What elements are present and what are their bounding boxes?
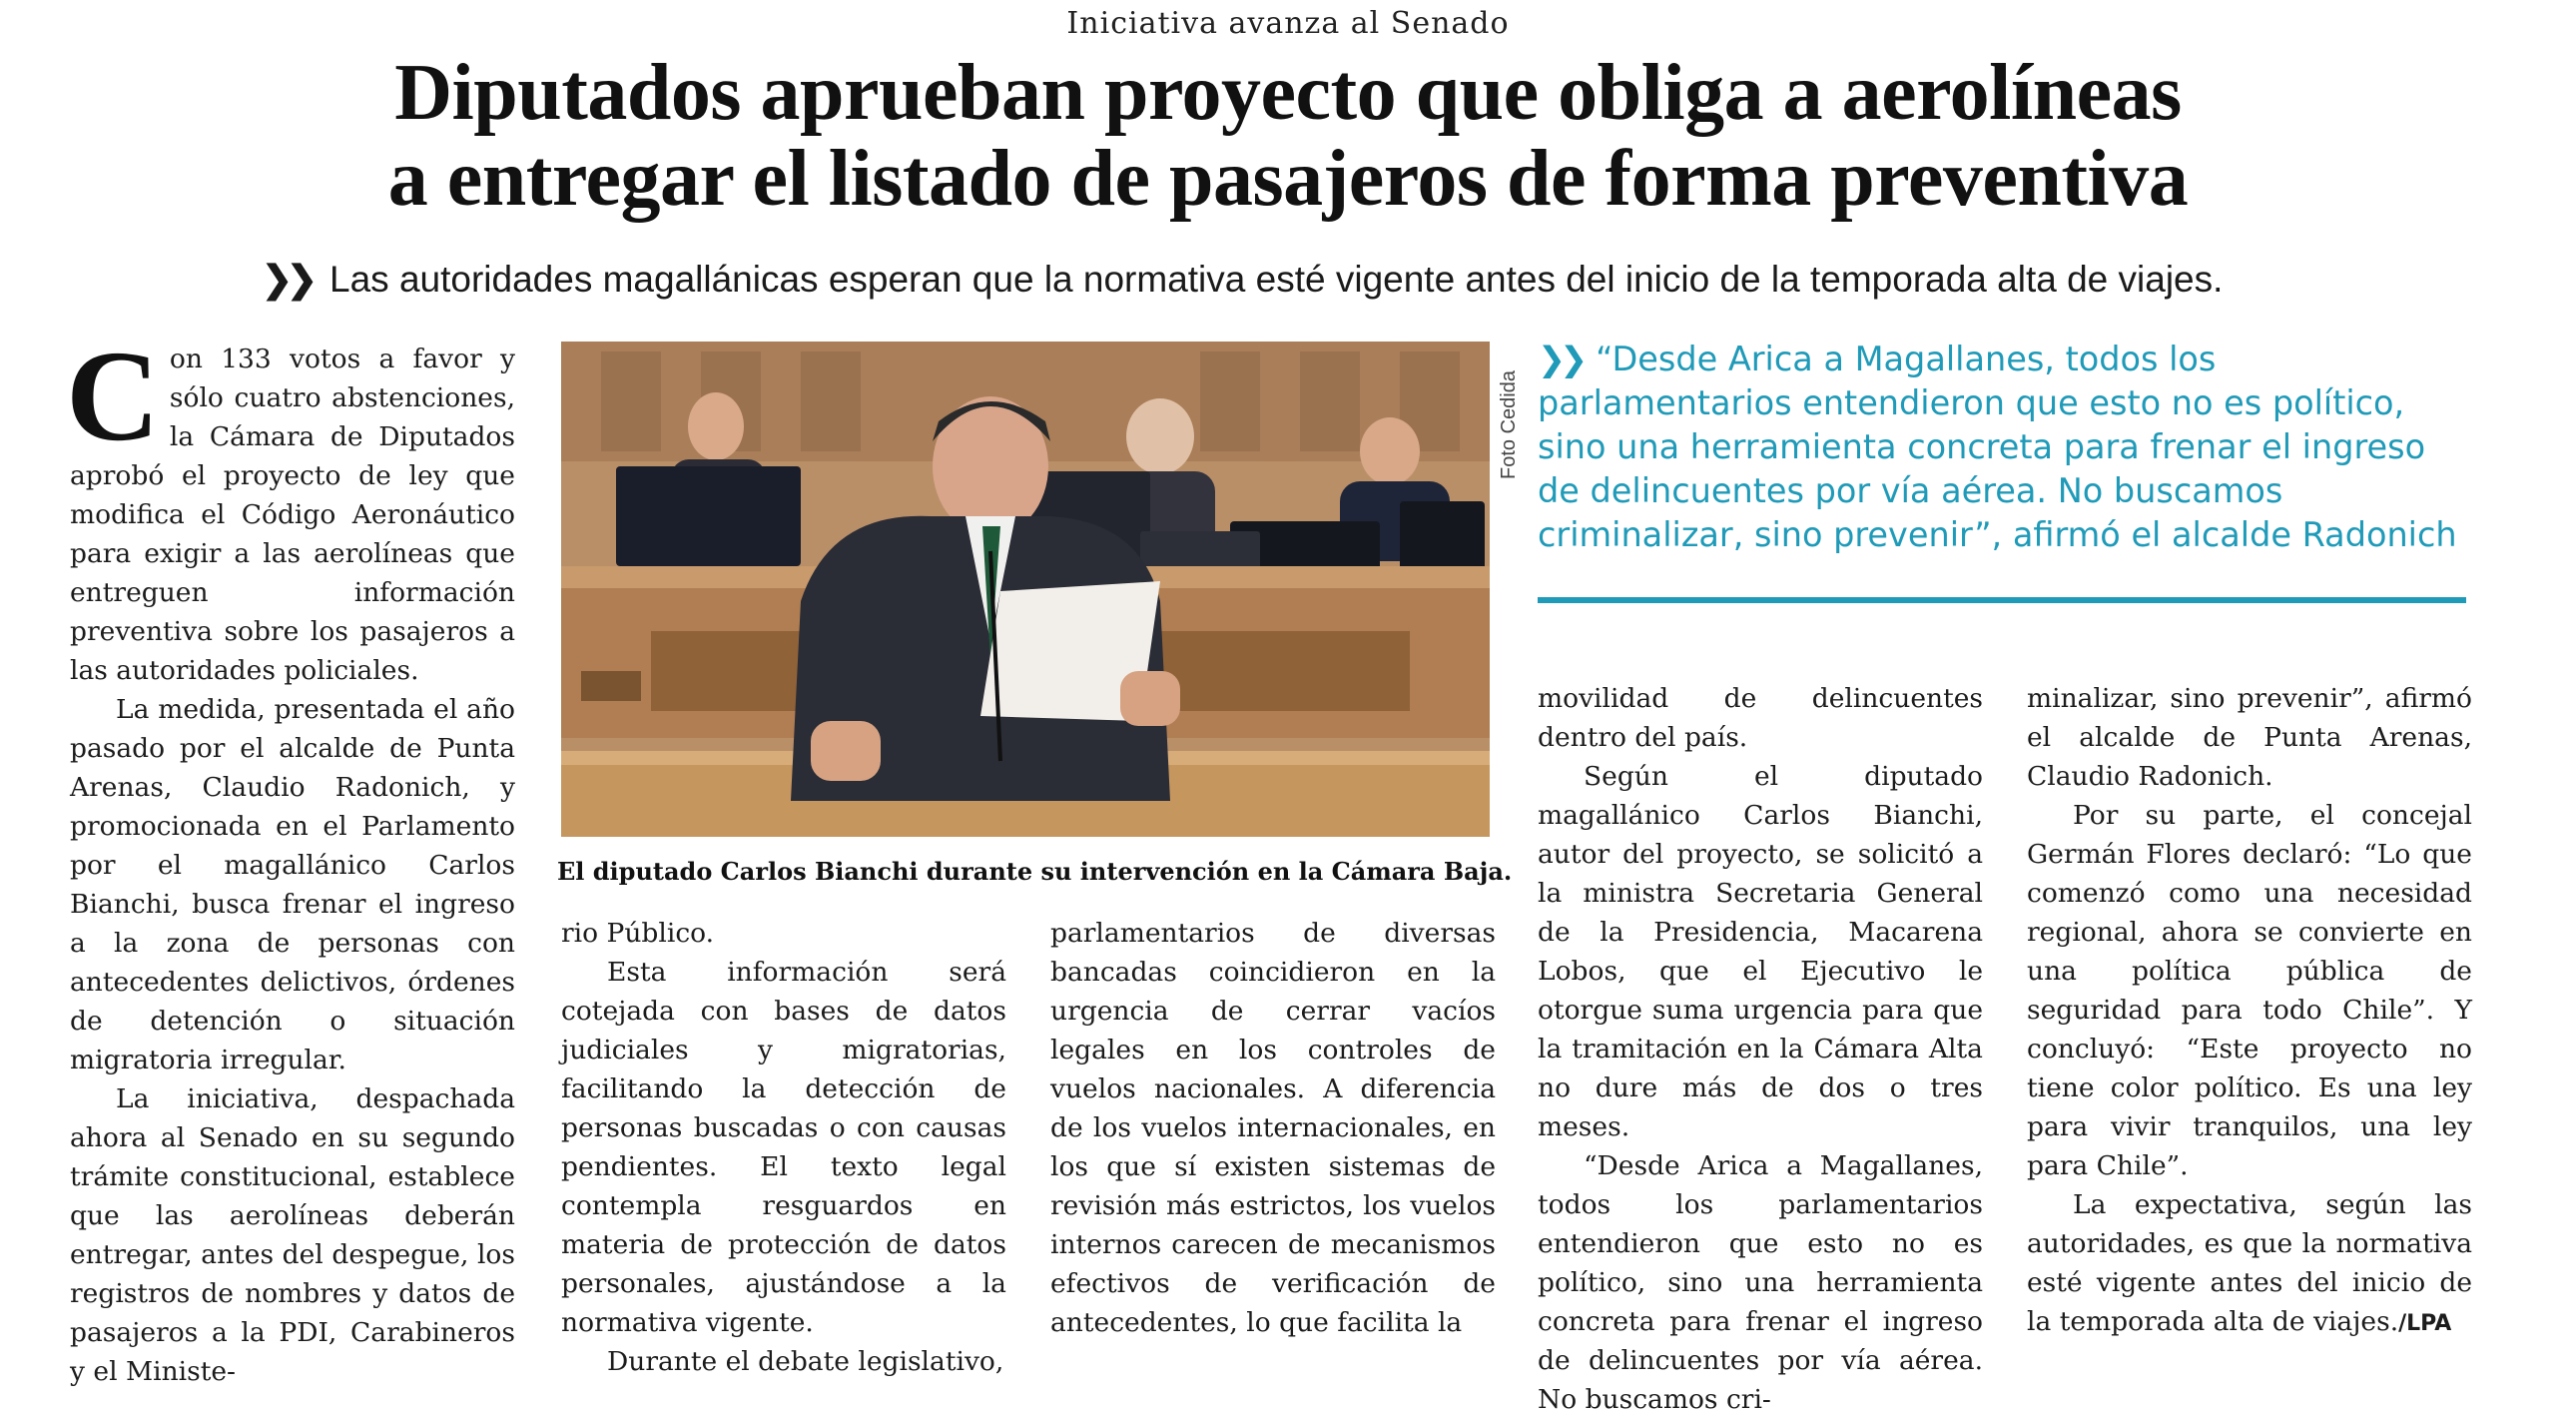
paragraph bbox=[2027, 1185, 2472, 1343]
paragraph: La iniciativa, despachada ahora al Senado en su segundo trámite constitucional, establece que las aerolíneas deberán entregar, antes del despegue, los registros de nombres y datos de pasajeros a la PDI, Carabineros y el Ministe- bbox=[70, 1083, 515, 1387]
paragraph: rio Público. bbox=[561, 918, 715, 949]
author-signature: /LPA bbox=[2398, 1311, 2452, 1336]
paragraph bbox=[66, 325, 515, 690]
double-chevron-icon: ❯❯ bbox=[262, 259, 313, 300]
paragraph: “Desde Arica a Magallanes, todos los parlamentarios entendieron que esto no es político, sino una herramienta concreta para frenar el ingreso de delincuentes por vía aérea. No buscamos cri- bbox=[1538, 1150, 1983, 1415]
article-column-5 bbox=[2027, 679, 2472, 1343]
drop-cap: C bbox=[66, 325, 160, 468]
paragraph: Durante el debate legislativo, bbox=[607, 1346, 1004, 1377]
paragraph: parlamentarios de diversas bancadas coincidieron en la urgencia de cerrar vacíos legales en los controles de vuelos nacionales. A diferencia de los vuelos internacionales, en los que sí existen sistemas de revisión más estrictos, los vuelos internos carecen de mecanismos efectivos de verificación de antecedentes, lo que facilita la bbox=[1050, 918, 1496, 1338]
paragraph: La medida, presentada el año pasado por el alcalde de Punta Arenas, Claudio Radonich, y promocionada en el Parlamento por el magallánico Carlos Bianchi, busca frenar el ingreso a la zona de personas con antecedentes delictivos, órdenes de detención o situación migratoria irregular. bbox=[70, 694, 515, 1075]
double-chevron-icon: ❯❯ bbox=[1538, 340, 1583, 378]
photo-caption: El diputado Carlos Bianchi durante su intervención en la Cámara Baja. bbox=[557, 857, 1513, 886]
chamber-photo-illustration bbox=[561, 342, 1490, 837]
paragraph: Esta información será cotejada con bases de datos judiciales y migratorias, facilitando la detección de personas buscadas o con causas pendientes. El texto legal contempla resguardos en materia de protección de datos personales, ajustándose a la normativa vigente. bbox=[561, 957, 1006, 1338]
paragraph: movilidad de delincuentes dentro del país. bbox=[1538, 683, 1983, 753]
paragraph: Por su parte, el concejal Germán Flores declaró: “Lo que comenzó como una necesidad regional, ahora se convierte en una política pública de seguridad para todo Chile”. Y concluyó: “Este proyecto no tiene color político. Es una ley para vivir tranquilos, una ley para Chile”. bbox=[2027, 800, 2472, 1181]
article-column-1 bbox=[66, 325, 515, 1391]
headline-line-2: a entregar el listado de pasajeros de forma preventiva bbox=[387, 135, 2189, 223]
pull-quote bbox=[1538, 338, 2466, 557]
subhead-text: Las autoridades magallánicas esperan que la normativa esté vigente antes del inicio de la temporada alta de viajes. bbox=[329, 259, 2224, 300]
article-column-2 bbox=[561, 914, 1006, 1381]
article-photo bbox=[561, 342, 1490, 837]
kicker: Iniciativa avanza al Senado bbox=[1066, 6, 1510, 41]
paragraph: minalizar, sino prevenir”, afirmó el alcalde de Punta Arenas, Claudio Radonich. bbox=[2027, 683, 2472, 792]
headline bbox=[0, 50, 2576, 222]
article-column-3 bbox=[1050, 914, 1496, 1342]
paragraph: Según el diputado magallánico Carlos Bianchi, autor del proyecto, se solicitó a la ministra Secretaria General de la Presidencia, Macarena Lobos, que el Ejecutivo le otorgue suma urgencia para que la tramitación en la Cámara Alta no dure más de dos o tres meses. bbox=[1538, 761, 1983, 1142]
paragraph-text: on 133 votos a favor y sólo cuatro abstenciones, la Cámara de Diputados aprobó el proyecto de ley que modifica el Código Aeronáutico para exigir a las aerolíneas que entreguen información preventiva sobre los pasajeros a las autoridades policiales. bbox=[70, 344, 515, 686]
photo-credit: Foto Cedida bbox=[1498, 370, 1520, 479]
pull-quote-text: “Desde Arica a Magallanes, todos los parlamentarios entendieron que esto no es político, sino una herramienta concreta para frenar el ingreso de delincuentes por vía aérea. No buscamos criminalizar, sino prevenir”, afirmó el alcalde Radonich bbox=[1538, 340, 2457, 554]
pull-quote-divider bbox=[1538, 597, 2466, 603]
headline-line-1: Diputados aprueban proyecto que obliga a aerolíneas bbox=[394, 49, 2182, 137]
paragraph-text: La expectativa, según las autoridades, es que la normativa esté vigente antes del inicio de la temporada alta de viajes. bbox=[2027, 1189, 2472, 1337]
subhead bbox=[262, 258, 2223, 301]
article-column-4 bbox=[1538, 679, 1983, 1419]
